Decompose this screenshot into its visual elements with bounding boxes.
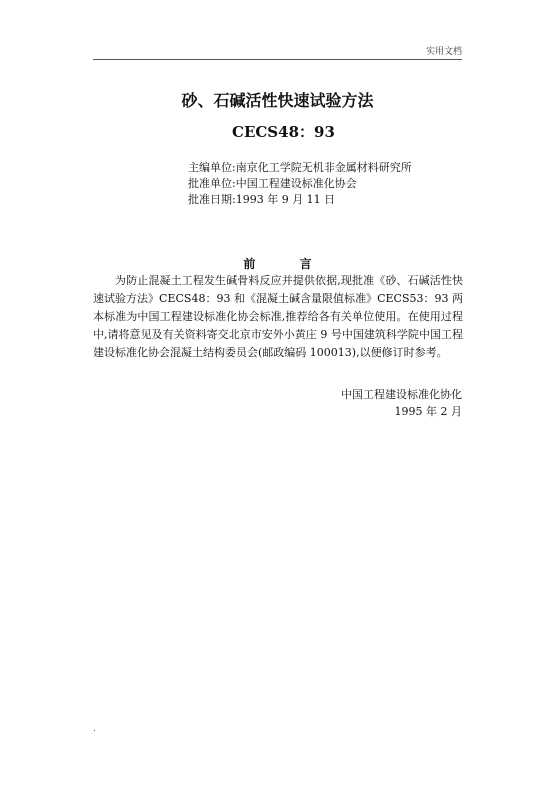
- editor-unit: 主编单位:南京化工学院无机非金属材料研究所: [188, 161, 412, 174]
- approval-unit: 批准单位:中国工程建设标准化协会: [188, 177, 357, 190]
- footer-mark: .: [93, 724, 96, 734]
- signature-date: 1995 年 2 月: [394, 405, 462, 418]
- preface-heading: 前 言: [243, 257, 332, 271]
- header-label: 实用文档: [425, 47, 462, 57]
- document-meta: [188, 160, 412, 208]
- signature-org: 中国工程建设标准化协化: [341, 388, 462, 401]
- preface-body: 为防止混凝土工程发生碱骨料反应并提供依据,现批准《砂、石碱活性快速试验方法》CECS48：93 和《混凝土碱含量限值标准》CECS53：93 两本标准为中国工程建设标准化协会标准,推荐给各有关单位使用。在使用过程中,请将意见及有关资料寄交北京市安外小黄庄 9 号中国建筑科学院中国工程建设标准化协会混凝土结构委员会(邮政编码 100013),以便修订时参考。: [93, 274, 463, 359]
- document-title: 砂、石碱活性快速试验方法: [181, 91, 374, 110]
- approval-date: 批准日期:1993 年 9 月 11 日: [188, 193, 336, 206]
- standard-code: CECS48：93: [232, 123, 335, 141]
- header-divider: [93, 59, 462, 60]
- signature-block: [341, 386, 462, 420]
